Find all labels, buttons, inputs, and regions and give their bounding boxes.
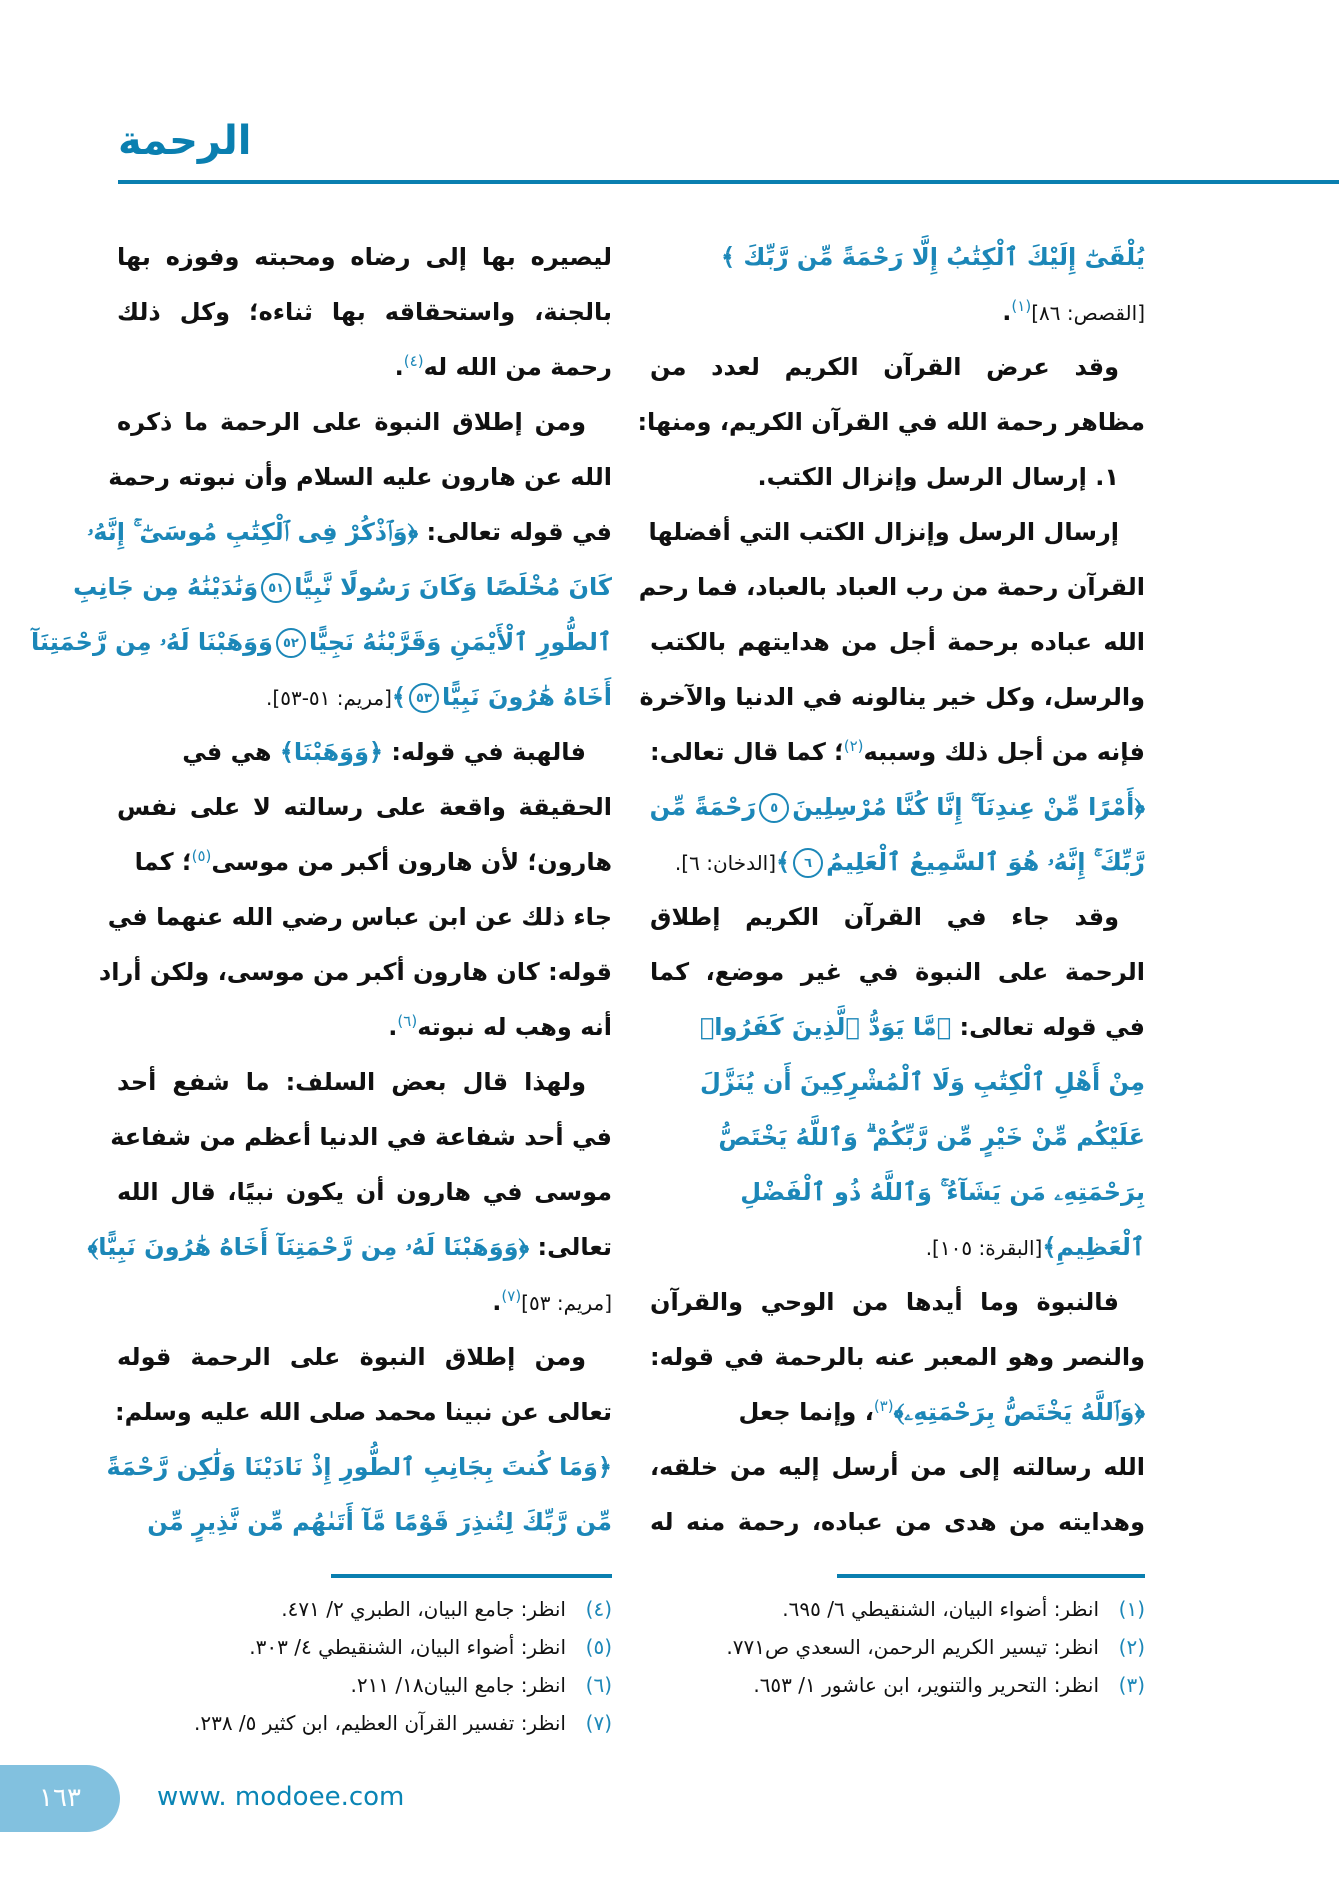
page-number: ١٦٣ [0,1765,120,1832]
quran-verse: مِنْ أَهْلِ ٱلْكِتَٰبِ وَلَا ٱلْمُشْرِكِينَ أَن يُنَزَّلَ [699,1068,1145,1096]
footnote-divider-right [837,1574,1145,1578]
footnote [650,1628,1145,1666]
footnote-marker[interactable]: (٢) [843,737,864,755]
body-text: الله رسالته إلى من أرسل إليه من خلقه، [650,1453,1145,1481]
left-column [30,230,612,1550]
text-line [650,1055,1145,1110]
text-line [114,1385,612,1440]
body-text: الله عباده برحمة أجل من هدايتهم بالكتب [650,628,1145,656]
text-line [117,1275,612,1330]
footnote-marker[interactable]: (١) [1011,297,1032,315]
body-text: ١. إرسال الرسل وإنزال الكتب. [757,463,1119,491]
body-text: ليصيره بها إلى رضاه ومحبته وفوزه بها [117,243,612,271]
text-line [638,560,1145,615]
chapter-title: الرحمة [118,118,252,164]
footnote-number: (١) [1118,1597,1145,1621]
footnote-marker[interactable]: (٧) [501,1287,522,1305]
body-text: ومن إطلاق النبوة على الرحمة ما ذكره [117,408,586,436]
text-line [117,285,612,340]
text-line [650,505,1145,560]
text-line [98,945,612,1000]
verse-reference: [البقرة: ١٠٥]. [925,1236,1043,1260]
text-line [650,450,1145,505]
website-link[interactable]: www. modoee.com [157,1782,405,1812]
text-line [107,890,612,945]
text-line [650,1330,1145,1385]
text-line [650,945,1145,1000]
ayah-number-marker: ٦ [793,848,823,878]
text-line [650,1385,1145,1440]
text-line [117,835,612,890]
quran-verse: وَوَهَبْنَا لَهُۥ مِن رَّحْمَتِنَآ [30,628,273,656]
body-text: تعالى عن نبينا محمد صلى الله عليه وسلم: [114,1398,612,1426]
text-line [30,615,612,670]
quran-verse: ﴿وَٱذْكُرْ فِى ٱلْكِتَٰبِ مُوسَىٰٓ ۚ إِنَّهُۥ [87,518,419,546]
footnotes-left [117,1590,612,1742]
body-text: وهدايته من هدى من عباده، رحمة منه له [650,1508,1145,1536]
body-text: والنصر وهو المعبر عنه بالرحمة في قوله: [650,1343,1145,1371]
body-text: رحمة من الله له [423,353,612,381]
text-line [650,835,1145,890]
text-line [650,1275,1145,1330]
ayah-number-marker: ٥٣ [409,683,439,713]
text-line [650,230,1145,285]
text-line [117,780,612,835]
body-text: في قوله تعالى: [418,518,612,546]
text-line [650,340,1145,395]
body-text: فإنه من أجل ذلك وسببه [863,738,1145,766]
text-line [117,340,612,395]
quran-verse: ﴿وَمَا كُنتَ بِجَانِبِ ٱلطُّورِ إِذْ نَادَيْنَا وَلَٰكِن رَّحْمَةً [106,1453,612,1481]
text-line [110,1110,612,1165]
text-line [117,1495,612,1550]
verse-reference: [الدخان: ٦]. [674,851,777,875]
footnotes-right [650,1590,1145,1704]
footnote-number: (٣) [1118,1673,1145,1697]
body-text: . [388,1013,398,1041]
text-line [650,285,1145,340]
footnote-marker[interactable]: (٥) [191,847,212,865]
footnote-text: انظر: أضواء البيان، الشنقيطي ٦/ ٦٩٥. [782,1597,1099,1621]
footnote [117,1704,612,1742]
quran-verse: ﴿وَوَهَبْنَا﴾ [279,738,384,766]
footnote [117,1666,612,1704]
text-line [108,450,612,505]
body-text: فالهبة في قوله: [383,738,586,766]
text-line [650,890,1145,945]
footnote-marker[interactable]: (٣) [873,1397,894,1415]
body-text: الرحمة على النبوة في غير موضع، كما [650,958,1145,986]
quran-verse: رَحْمَةً مِّن [649,793,757,821]
body-text: ، وإنما جعل [738,1398,874,1426]
footnote-text: انظر: تفسير القرآن العظيم، ابن كثير ٥/ ٢٣٨. [193,1711,566,1735]
quran-verse: ﴿وَوَهَبْنَا لَهُۥ مِن رَّحْمَتِنَآ أَخَاهُ هَٰرُونَ نَبِيًّا﴾ [87,1233,530,1261]
body-text: إرسال الرسل وإنزال الكتب التي أفضلها [648,518,1119,546]
ayah-number-marker: ٥١ [261,573,291,603]
body-text: ؛ كما [134,848,192,876]
text-line [650,1440,1145,1495]
verse-reference: [مريم: ٥٣] [521,1291,612,1315]
footnote-text: انظر: أضواء البيان، الشنقيطي ٤/ ٣٠٣. [249,1635,566,1659]
body-text: في أحد شفاعة في الدنيا أعظم من شفاعة [110,1123,612,1151]
footnote-number: (٥) [585,1635,612,1659]
body-text: ؛ كما قال تعالى: [650,738,844,766]
body-text: . [394,353,404,381]
ayah-number-marker: ٥ [759,793,789,823]
footnote-number: (٢) [1118,1635,1145,1659]
text-line [87,505,612,560]
footnote-number: (٧) [585,1711,612,1735]
body-text: في قوله تعالى: [951,1013,1145,1041]
body-text: تعالى: [529,1233,612,1261]
verse-reference: [مريم: ٥١-٥٣]. [266,686,392,710]
body-text: والرسل، وكل خير ينالونه في الدنيا والآخرة [639,683,1145,711]
footnote-text: انظر: التحرير والتنوير، ابن عاشور ١/ ٦٥٣. [753,1673,1099,1697]
body-text: مظاهر رحمة الله في القرآن الكريم، ومنها: [637,408,1145,436]
text-line [87,1220,612,1275]
text-line [117,1000,612,1055]
footnote [117,1628,612,1666]
footnote-number: (٤) [585,1597,612,1621]
text-line [637,395,1145,450]
footnote [117,1590,612,1628]
right-column [637,230,1145,1550]
text-line [650,1220,1145,1275]
body-text: قوله: كان هارون أكبر من موسى، ولكن أراد [98,958,612,986]
footnote-marker[interactable]: (٦) [397,1012,418,1030]
ayah-number-marker: ٥٢ [276,628,306,658]
quran-verse: ﴿وَٱللَّهُ يَخْتَصُّ بِرَحْمَتِهِۦ﴾ [893,1398,1145,1426]
text-line [117,395,612,450]
text-line [650,780,1145,835]
header-divider [118,180,1339,184]
footnote [650,1666,1145,1704]
text-line [650,1110,1145,1165]
footnote-text: انظر: جامع البيان، الطبري ٢/ ٤٧١. [281,1597,566,1621]
quran-verse: رَّبِّكَ ۚ إِنَّهُۥ هُوَ ٱلسَّمِيعُ ٱلْعَلِيمُ [826,848,1145,876]
text-line [73,560,612,615]
quran-verse: ٱلطُّورِ ٱلْأَيْمَنِ وَقَرَّبْنَٰهُ نَجِيًّا [308,628,612,656]
footnote-marker[interactable]: (٤) [403,352,424,370]
quran-verse: ﴿أَمْرًا مِّنْ عِندِنَآ ۚ إِنَّا كُنَّا مُرْسِلِينَ [792,793,1145,821]
body-text: موسى في هارون أن يكون نبيًا، قال الله [117,1178,612,1206]
quran-verse: يُلْقَىٰٓ إِلَيْكَ ٱلْكِتَٰبُ إِلَّا رَحْمَةً مِّن رَّبِّكَ ﴾ [720,243,1145,271]
quran-verse: عَلَيْكُم مِّنْ خَيْرٍ مِّن رَّبِّكُمْ ۗ وَٱللَّهُ يَخْتَصُّ [718,1123,1145,1151]
text-line [117,1055,612,1110]
body-text: وقد جاء في القرآن الكريم إطلاق [650,903,1119,931]
body-text: أنه وهب له نبوته [417,1013,612,1041]
text-line [117,230,612,285]
body-text: الله عن هارون عليه السلام وأن نبوته رحمة [108,463,612,491]
body-text: بالجنة، واستحقاقه بها ثناءه؛ وكل ذلك [117,298,612,326]
body-text: . [1002,298,1012,326]
text-line [650,1495,1145,1550]
verse-reference: [القصص: ٨٦] [1031,301,1145,325]
quran-verse: وَنَٰدَيْنَٰهُ مِن جَانِبِ [73,573,259,601]
quran-verse: ٱلْعَظِيمِ﴾ [1042,1233,1145,1261]
text-line [117,670,612,725]
quran-verse: بِرَحْمَتِهِۦ مَن يَشَآءُ ۚ وَٱللَّهُ ذُو ٱلْفَضْلِ [740,1178,1145,1206]
body-text: وقد عرض القرآن الكريم لعدد من [650,353,1119,381]
quran-verse: ﴾ [776,848,791,876]
quran-verse: ﴿مَّا يَوَدُّ ٱلَّذِينَ كَفَرُوا۟ [699,1013,952,1041]
body-text: هارون؛ لأن هارون أكبر من موسى [211,848,612,876]
quran-verse: أَخَاهُ هَٰرُونَ نَبِيًّا [441,683,612,711]
body-text: ولهذا قال بعض السلف: ما شفع أحد [117,1068,586,1096]
footnote [650,1590,1145,1628]
text-line [106,1440,612,1495]
body-text: جاء ذلك عن ابن عباس رضي الله عنهما في [107,903,612,931]
quran-verse: ﴾ [391,683,406,711]
text-line [650,615,1145,670]
footnote-number: (٦) [585,1673,612,1697]
body-text: فالنبوة وما أيدها من الوحي والقرآن [650,1288,1119,1316]
quran-verse: كَانَ مُخْلَصًا وَكَانَ رَسُولًا نَّبِيًّا [294,573,612,601]
text-line [650,1000,1145,1055]
body-text: . [492,1288,502,1316]
text-line [639,670,1145,725]
text-line [117,725,612,780]
text-line [650,725,1145,780]
text-line [117,1165,612,1220]
text-line [117,1330,612,1385]
quran-verse: مِّن رَّبِّكَ لِتُنذِرَ قَوْمًا مَّآ أَتَىٰهُم مِّن نَّذِيرٍ مِّن [147,1508,612,1536]
body-text: ومن إطلاق النبوة على الرحمة قوله [117,1343,586,1371]
footnote-divider-left [331,1574,612,1578]
body-text: الحقيقة واقعة على رسالته لا على نفس [117,793,612,821]
footnote-text: انظر: تيسير الكريم الرحمن، السعدي ص٧٧١. [726,1635,1099,1659]
body-text: هي في [182,738,280,766]
text-line [650,1165,1145,1220]
body-text: القرآن رحمة من رب العباد بالعباد، فما رحم [638,573,1145,601]
footnote-text: انظر: جامع البيان١٨/ ٢١١. [350,1673,566,1697]
